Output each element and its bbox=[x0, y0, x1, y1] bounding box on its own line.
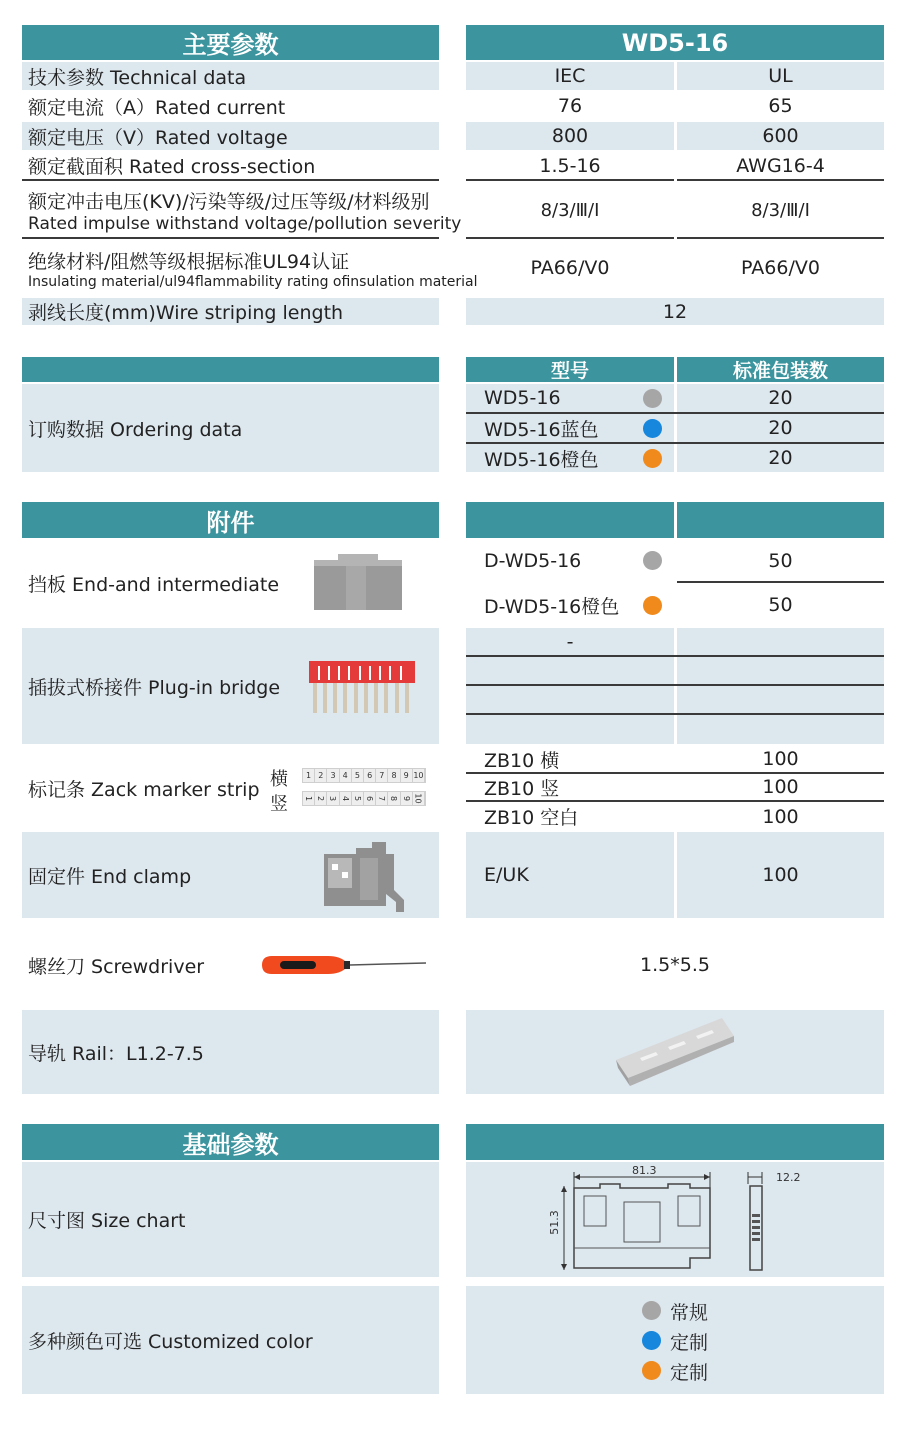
divider bbox=[466, 179, 674, 181]
strip-length-value: 12 bbox=[466, 298, 884, 325]
ordering-label: 订购数据 Ordering data bbox=[22, 384, 439, 472]
bridge-cell bbox=[677, 657, 884, 684]
basic-params-header: 基础参数 bbox=[22, 1124, 439, 1160]
bridge-value: - bbox=[466, 628, 674, 655]
color-option-1: 定制 bbox=[670, 1332, 709, 1354]
marker-cell: 5 bbox=[352, 792, 364, 805]
col-pack-header: 标准包装数 bbox=[677, 357, 884, 382]
impulse-label-cn: 额定冲击电压(KV)/污染等级/过压等级/材料级别 bbox=[28, 190, 430, 213]
marker-cell: 7 bbox=[376, 792, 388, 805]
rated-current-ul: 65 bbox=[768, 95, 793, 117]
marker-label: 标记条 Zack marker strip bbox=[28, 778, 260, 801]
bridge-cell bbox=[466, 715, 674, 744]
ordering-header-bar bbox=[22, 357, 439, 382]
marker-cell: 6 bbox=[364, 769, 376, 782]
marker-model-2 bbox=[466, 803, 674, 830]
basic-params-header-bar bbox=[466, 1124, 884, 1160]
insulation-label-en: Insulating material/ul94flammability rating ofinsulation material bbox=[28, 273, 478, 290]
clamp-label: 固定件 End clamp bbox=[22, 832, 439, 918]
cross-section-ul: AWG16-4 bbox=[736, 154, 825, 177]
screwdriver-image bbox=[258, 950, 430, 980]
marker-pack-1: 100 bbox=[762, 776, 799, 798]
bridge-cell bbox=[677, 628, 884, 655]
marker-cell: 1 bbox=[303, 792, 315, 805]
gray-color-dot bbox=[643, 551, 662, 570]
marker-cell: 2 bbox=[315, 769, 327, 782]
marker-cell: 1 bbox=[303, 769, 315, 782]
marker-cell: 10 bbox=[413, 771, 424, 780]
cross-section-label: 额定截面积 Rated cross-section bbox=[28, 156, 316, 178]
size-height-text: 51.3 bbox=[547, 1210, 561, 1235]
order-pack-0: 20 bbox=[677, 384, 884, 412]
rated-voltage-ul: 600 bbox=[677, 122, 884, 150]
bridge-cell bbox=[466, 686, 674, 713]
end-plate-image bbox=[308, 552, 408, 612]
size-chart-label: 尺寸图 Size chart bbox=[22, 1162, 439, 1277]
marker-horizontal-label: 横 bbox=[270, 769, 288, 790]
tech-data-label: 技术参数 Technical data bbox=[22, 62, 439, 90]
rated-current-label: 额定电流（A）Rated current bbox=[28, 96, 286, 119]
clamp-model-text: E/UK bbox=[484, 864, 529, 886]
divider bbox=[22, 179, 439, 181]
blue-color-dot bbox=[643, 419, 662, 438]
size-thickness-text: 12.2 bbox=[776, 1171, 801, 1184]
insulation-ul: PA66/V0 bbox=[741, 257, 820, 279]
bridge-cell bbox=[677, 686, 884, 713]
col-model-header: 型号 bbox=[466, 357, 674, 382]
marker-cell: 4 bbox=[340, 792, 352, 805]
divider bbox=[466, 237, 674, 239]
insulation-label bbox=[22, 242, 478, 294]
color-option-2: 定制 bbox=[670, 1362, 709, 1384]
rated-voltage-iec: 800 bbox=[466, 122, 674, 150]
clamp-model bbox=[466, 832, 674, 918]
plug-in-bridge-image bbox=[306, 658, 418, 716]
orange-color-dot bbox=[642, 1361, 661, 1380]
screwdriver-label: 螺丝刀 Screwdriver bbox=[28, 955, 205, 978]
end-plate-model-text: D-WD5-16 bbox=[484, 549, 582, 572]
clamp-pack: 100 bbox=[677, 832, 884, 918]
marker-cell: 8 bbox=[388, 792, 400, 805]
marker-cell: 2 bbox=[315, 792, 327, 805]
marker-model-text: ZB10 空白 bbox=[484, 807, 579, 829]
marker-strip-vertical bbox=[302, 791, 426, 806]
end-plate-pack-0: 50 bbox=[768, 549, 793, 572]
end-clamp-image bbox=[316, 840, 412, 914]
marker-cell: 6 bbox=[364, 792, 376, 805]
order-model-text: WD5-16橙色 bbox=[484, 448, 599, 471]
marker-vertical-label: 竖 bbox=[270, 794, 288, 815]
marker-cell: 10 bbox=[413, 792, 425, 805]
marker-cell: 9 bbox=[401, 769, 413, 782]
rail-label: 导轨 Rail：L1.2-7.5 bbox=[22, 1010, 439, 1094]
ul-header: UL bbox=[677, 62, 884, 90]
end-plate-model-text: D-WD5-16橙色 bbox=[484, 595, 620, 618]
marker-model-text: ZB10 横 bbox=[484, 749, 560, 772]
gray-color-dot bbox=[643, 389, 662, 408]
orange-color-dot bbox=[643, 596, 662, 615]
order-pack-1: 20 bbox=[677, 414, 884, 442]
impulse-label-en: Rated impulse withstand voltage/pollution severity bbox=[28, 213, 462, 234]
bridge-cell bbox=[466, 657, 674, 684]
marker-cell: 3 bbox=[327, 792, 339, 805]
marker-cell: 3 bbox=[327, 769, 339, 782]
marker-pack-2: 100 bbox=[762, 805, 799, 828]
din-rail-image bbox=[612, 1014, 738, 1090]
orange-color-dot bbox=[643, 449, 662, 468]
marker-model-text: ZB10 竖 bbox=[484, 777, 560, 800]
divider bbox=[22, 237, 439, 239]
divider bbox=[677, 581, 884, 583]
strip-length-label: 剥线长度(mm)Wire striping length bbox=[22, 298, 439, 325]
iec-header: IEC bbox=[466, 62, 674, 90]
accessories-header-bar bbox=[466, 502, 674, 538]
marker-strip-horizontal bbox=[302, 768, 426, 783]
bridge-label: 插拔式桥接件 Plug-in bridge bbox=[22, 628, 439, 744]
marker-cell: 9 bbox=[401, 792, 413, 805]
divider bbox=[677, 237, 884, 239]
end-plate-label: 挡板 End-and intermediate bbox=[28, 573, 280, 596]
divider bbox=[466, 800, 884, 802]
accessories-header-bar bbox=[677, 502, 884, 538]
marker-pack-0: 100 bbox=[762, 748, 799, 770]
model-header: WD5-16 bbox=[466, 25, 884, 60]
order-model-text: WD5-16蓝色 bbox=[484, 418, 599, 441]
screwdriver-value: 1.5*5.5 bbox=[640, 954, 710, 976]
marker-model-1 bbox=[466, 774, 674, 800]
impulse-ul: 8/3/Ⅲ/Ⅰ bbox=[751, 199, 810, 221]
insulation-iec: PA66/V0 bbox=[530, 257, 610, 279]
rated-voltage-label: 额定电压（V）Rated voltage bbox=[22, 122, 439, 150]
divider bbox=[677, 179, 884, 181]
marker-cell: 8 bbox=[388, 769, 400, 782]
main-params-header: 主要参数 bbox=[22, 25, 439, 60]
rated-current-iec: 76 bbox=[557, 95, 583, 117]
cross-section-iec: 1.5-16 bbox=[539, 154, 601, 177]
marker-cell: 7 bbox=[376, 769, 388, 782]
insulation-label-cn: 绝缘材料/阻燃等级根据标准UL94认证 bbox=[28, 250, 350, 273]
marker-cell: 4 bbox=[340, 769, 352, 782]
impulse-label bbox=[22, 184, 462, 236]
bridge-cell bbox=[677, 715, 884, 744]
gray-color-dot bbox=[642, 1301, 661, 1320]
order-pack-2: 20 bbox=[677, 444, 884, 472]
impulse-iec: 8/3/Ⅲ/Ⅰ bbox=[540, 199, 600, 221]
size-width-text: 81.3 bbox=[632, 1164, 657, 1177]
marker-cell: 5 bbox=[352, 769, 364, 782]
order-model-text: WD5-16 bbox=[484, 387, 561, 409]
marker-model-0 bbox=[466, 746, 674, 772]
color-label: 多种颜色可选 Customized color bbox=[22, 1286, 439, 1394]
end-plate-pack-1: 50 bbox=[768, 594, 793, 616]
color-option-0: 常规 bbox=[670, 1302, 709, 1324]
accessories-header: 附件 bbox=[22, 502, 439, 538]
blue-color-dot bbox=[642, 1331, 661, 1350]
